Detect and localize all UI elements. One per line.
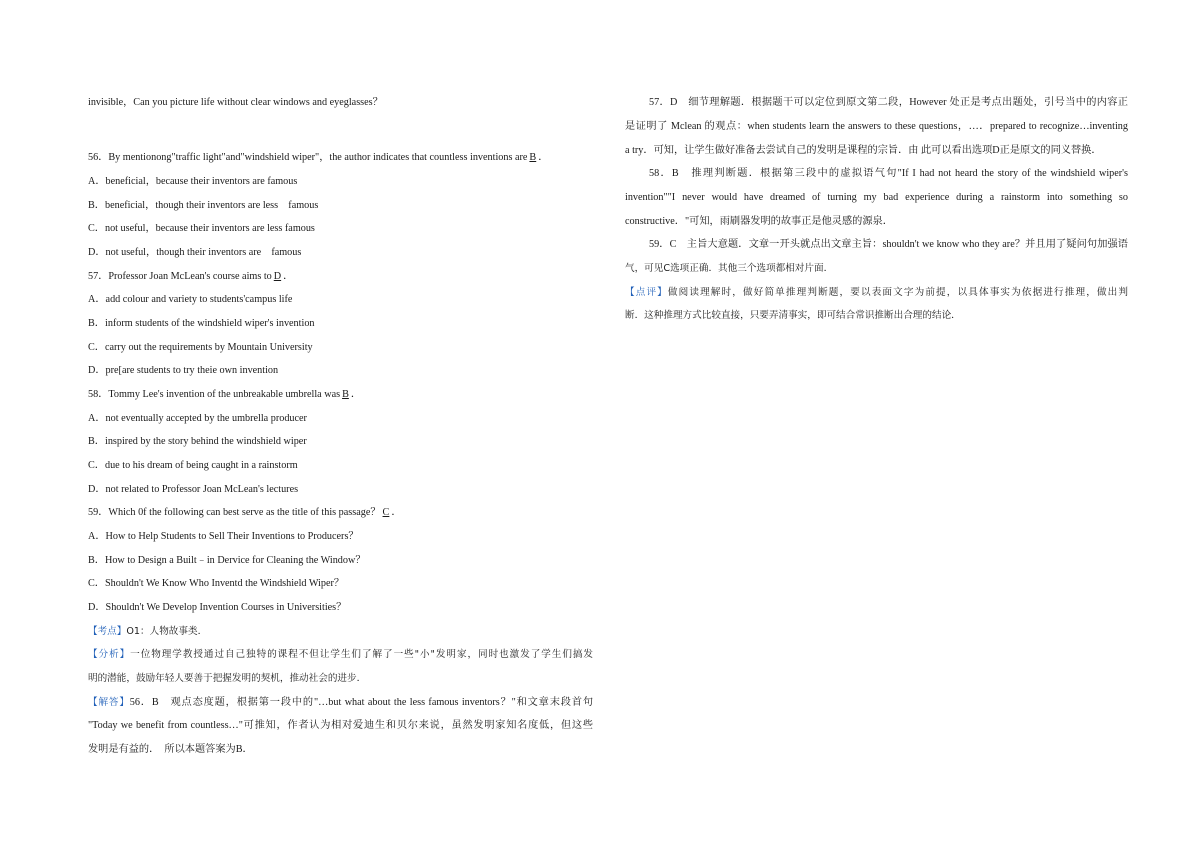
q58-stem: 58．Tommy Lee's invention of the unbreakable umbrella was B ． — [88, 389, 362, 400]
jieda-tag: 【解答】 — [88, 697, 130, 708]
p58-line-1: 58．B 推理判断题．根据第三段中的虚拟语气句"If I had not heard the story of the windshield wiper's — [649, 168, 1128, 179]
kaodian-tag: 【考点】 — [88, 626, 127, 637]
jieda-line-3: 发明是有益的． 所以本题答案为B． — [88, 744, 253, 755]
q56-stem: 56．By mentionong"traffic light"and"windshield wiper"，the author indicates that countless inventions are B ． — [88, 152, 549, 163]
q58-answer: B — [342, 389, 349, 400]
q59-stem: 59．Which 0f the following can best serve as the title of this passage？ C ． — [88, 507, 402, 518]
dianping-tag: 【点评】 — [625, 287, 668, 298]
q58-option-a: A．not eventually accepted by the umbrella producer — [88, 413, 307, 424]
q56-option-c: C．not useful，because their inventors are less famous — [88, 223, 315, 234]
fenxi-line-1: 【分析】一位物理学教授通过自己独特的课程不但让学生们了解了一些"小"发明家，同时也激发了学生们搞发 — [88, 649, 594, 660]
q56-option-a: A．beneficial，because their inventors are famous — [88, 176, 298, 187]
q58-option-c: C．due to his dream of being caught in a rainstorm — [88, 460, 298, 471]
q59-answer: C — [382, 507, 390, 518]
q59-option-b: B．How to Design a Built﹣in Dervice for Cleaning the Window？ — [88, 555, 366, 566]
q59-option-d: D．Shouldn't We Develop Invention Courses in Universities？ — [88, 602, 347, 613]
p57-line-2: 是证明了 Mclean 的观点：when students learn the answers to these questions，…．prepared to recognize…inventing — [625, 121, 1128, 132]
kaodian-line: 【考点】O1：人物故事类． — [88, 626, 208, 637]
q56-answer: B — [529, 152, 537, 163]
q57-stem: 57．Professor Joan McLean's course aims to D ． — [88, 271, 294, 282]
dianping-line-2: 断．这种推理方式比较直接，只要弄清事实，即可结合常识推断出合理的结论． — [625, 310, 961, 321]
q57-option-a: A．add colour and variety to students'campus life — [88, 294, 293, 305]
fenxi-tag: 【分析】 — [88, 649, 131, 660]
p59-line-2: 气，可见C选项正确．其他三个选项都相对片面． — [625, 263, 834, 274]
q57-option-c: C．carry out the requirements by Mountain University — [88, 342, 313, 353]
q57-option-d: D．pre[are students to try theie own invention — [88, 365, 279, 376]
dianping-line-1: 【点评】做阅读理解时，做好简单推理判断题，要以表面文字为前提，以具体事实为依据进行推理，做出判 — [625, 287, 1129, 298]
jieda-line-2: "Today we benefit from countless…"可推知，作者认为相对爱迪生和贝尔来说，虽然发明家知名度低，但这些 — [88, 720, 593, 731]
q59-option-a: A．How to Help Students to Sell Their Inventions to Producers？ — [88, 531, 359, 542]
q56-option-b: B．beneficial，though their inventors are less famous — [88, 200, 319, 211]
fenxi-line-2: 明的潜能，鼓励年轻人要善于把握发明的契机，推动社会的进步． — [88, 673, 367, 684]
p58-line-2: invention""I never would have dreamed of turning my bad experience during a rainstorm into something so — [625, 192, 1128, 203]
jieda-line-1: 【解答】56．B 观点态度题，根据第一段中的"…but what about the less famous inventors？"和文章末段首句 — [88, 697, 593, 708]
q57-option-b: B．inform students of the windshield wiper's invention — [88, 318, 315, 329]
p57-line-3: a try．可知，让学生做好准备去尝试自己的发明是课程的宗旨．由 此可以看出选项D正是原文的同义替换． — [625, 145, 1102, 156]
q58-option-d: D．not related to Professor Joan McLean's lectures — [88, 484, 299, 495]
p59-line-1: 59．C 主旨大意题．文章一开头就点出文章主旨：shouldn't we know who they are？并且用了疑问句加强语 — [649, 239, 1128, 250]
p57-line-1: 57．D 细节理解题．根据题干可以定位到原文第二段，However 处正是考点出题处，引号当中的内容正 — [649, 97, 1128, 108]
p58-line-3: constructive．"可知，雨刷器发明的故事正是他灵感的源泉． — [625, 216, 893, 227]
intro-line: invisible，Can you picture life without clear windows and eyeglasses？ — [88, 97, 383, 108]
q58-option-b: B．inspired by the story behind the windshield wiper — [88, 436, 307, 447]
q59-option-c: C．Shouldn't We Know Who Inventd the Windshield Wiper？ — [88, 578, 345, 589]
q57-answer: D — [273, 271, 282, 282]
q56-option-d: D．not useful，though their inventors are famous — [88, 247, 302, 258]
